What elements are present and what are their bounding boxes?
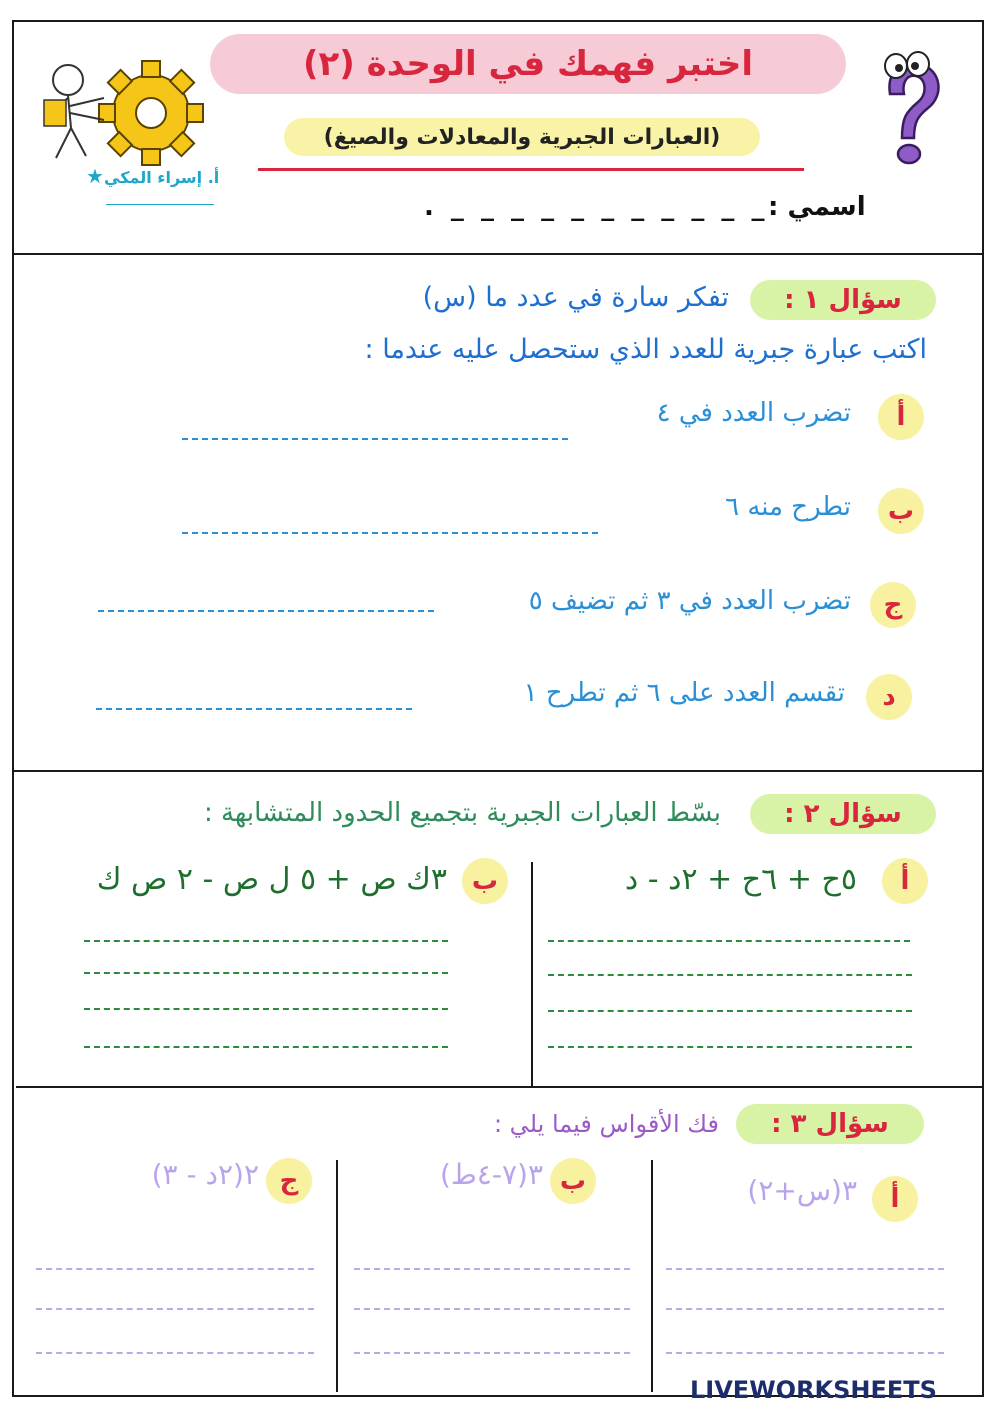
q3-item-c-letter: ج [266, 1158, 312, 1204]
q2-item-a-answer-line-4[interactable] [548, 1046, 912, 1048]
q3-item-a-expr: ٣(س+٢) [747, 1174, 857, 1207]
q2-item-b-answer-line-1[interactable] [84, 940, 448, 942]
q2-label: سؤال ٢ : [784, 799, 902, 829]
q1-item-a-text: تضرب العدد في ٤ [656, 398, 851, 428]
q3-column-divider-1 [651, 1160, 653, 1392]
q1-item-c-text: تضرب العدد في ٣ ثم تضيف ٥ [528, 586, 851, 616]
name-input-line[interactable]: . _ _ _ _ _ _ _ _ _ _ _ [424, 192, 769, 222]
q3-item-c-answer-line-1[interactable] [36, 1268, 314, 1270]
q2-item-b-answer-line-2[interactable] [84, 972, 448, 974]
q1-item-d-letter: د [866, 674, 912, 720]
q2-item-b-answer-line-3[interactable] [84, 1008, 448, 1010]
q3-item-b-letter: ب [550, 1158, 596, 1204]
q2-item-a-answer-line-3[interactable] [548, 1010, 912, 1012]
q2-column-divider [531, 862, 533, 1086]
q2-item-b-letter: ب [462, 858, 508, 904]
q2-item-a-expr: ٥ح + ٦ح + ٢د - د [624, 862, 857, 897]
q2-item-a-letter: أ [882, 858, 928, 904]
header-divider [12, 253, 984, 255]
q1-item-d-text: تقسم العدد على ٦ ثم تطرح ١ [523, 678, 845, 708]
q3-label-pill [736, 1104, 924, 1144]
q3-item-a-answer-line-1[interactable] [666, 1268, 944, 1270]
q3-item-b-answer-line-1[interactable] [354, 1268, 630, 1270]
teacher-name: أ. إسراء المكي [104, 168, 220, 187]
liveworksheets-watermark: LIVEWORKSHEETS [690, 1376, 937, 1404]
q1-label: سؤال ١ : [784, 285, 902, 315]
q1-label-pill [750, 280, 936, 320]
q1-prompt-line2: اكتب عبارة جبرية للعدد الذي ستحصل عليه عندما : [364, 334, 927, 365]
q3-item-c-expr: ٢(٢د - ٣) [151, 1158, 259, 1191]
page-title: اختبر فهمك في الوحدة (٢) [302, 44, 754, 84]
q2-item-b-answer-line-4[interactable] [84, 1046, 448, 1048]
q1-item-d-answer-line[interactable] [96, 708, 412, 710]
subtitle-banner [284, 118, 760, 156]
q2-item-b-expr: ٣ك ص + ٥ ل ص - ٢ ص ك [96, 862, 447, 897]
q3-item-c-answer-line-2[interactable] [36, 1308, 314, 1310]
q2-item-a-answer-line-2[interactable] [548, 974, 912, 976]
page-subtitle: (العبارات الجبرية والمعادلات والصيغ) [323, 124, 721, 150]
star-icon: ★ [86, 164, 104, 188]
q1-prompt-line1: تفكر سارة في عدد ما (س) [422, 282, 729, 313]
q2-prompt: بسّط العبارات الجبرية بتجميع الحدود المتشابهة : [203, 798, 721, 828]
title-banner [210, 34, 846, 94]
q1-item-a-answer-line[interactable] [182, 438, 568, 440]
q1-item-b-text: تطرح منه ٦ [725, 492, 851, 522]
q3-item-a-letter: أ [872, 1176, 918, 1222]
q1-item-c-answer-line[interactable] [98, 610, 434, 612]
q1-item-a-letter: أ [878, 394, 924, 440]
question-mark-character [872, 46, 952, 174]
q3-label: سؤال ٣ : [771, 1109, 889, 1139]
q1-item-b-letter: ب [878, 488, 924, 534]
q3-item-a-answer-line-3[interactable] [666, 1352, 944, 1354]
q3-column-divider-2 [336, 1160, 338, 1392]
q1-divider [12, 770, 984, 772]
q3-item-b-expr: ٣(٧-٤ط) [439, 1158, 543, 1191]
q3-item-c-answer-line-3[interactable] [36, 1352, 314, 1354]
q1-item-c-letter: ج [870, 582, 916, 628]
q3-prompt: فك الأقواس فيما يلي : [493, 1110, 719, 1138]
subtitle-underline [258, 168, 804, 171]
name-label: اسمي : [768, 192, 866, 222]
teacher-underline [106, 204, 214, 205]
q3-item-b-answer-line-2[interactable] [354, 1308, 630, 1310]
q2-label-pill [750, 794, 936, 834]
q2-divider [16, 1086, 984, 1088]
gear-character-illustration [16, 58, 206, 168]
q3-item-a-answer-line-2[interactable] [666, 1308, 944, 1310]
q1-item-b-answer-line[interactable] [182, 532, 598, 534]
q2-item-a-answer-line-1[interactable] [548, 940, 910, 942]
q3-item-b-answer-line-3[interactable] [354, 1352, 630, 1354]
